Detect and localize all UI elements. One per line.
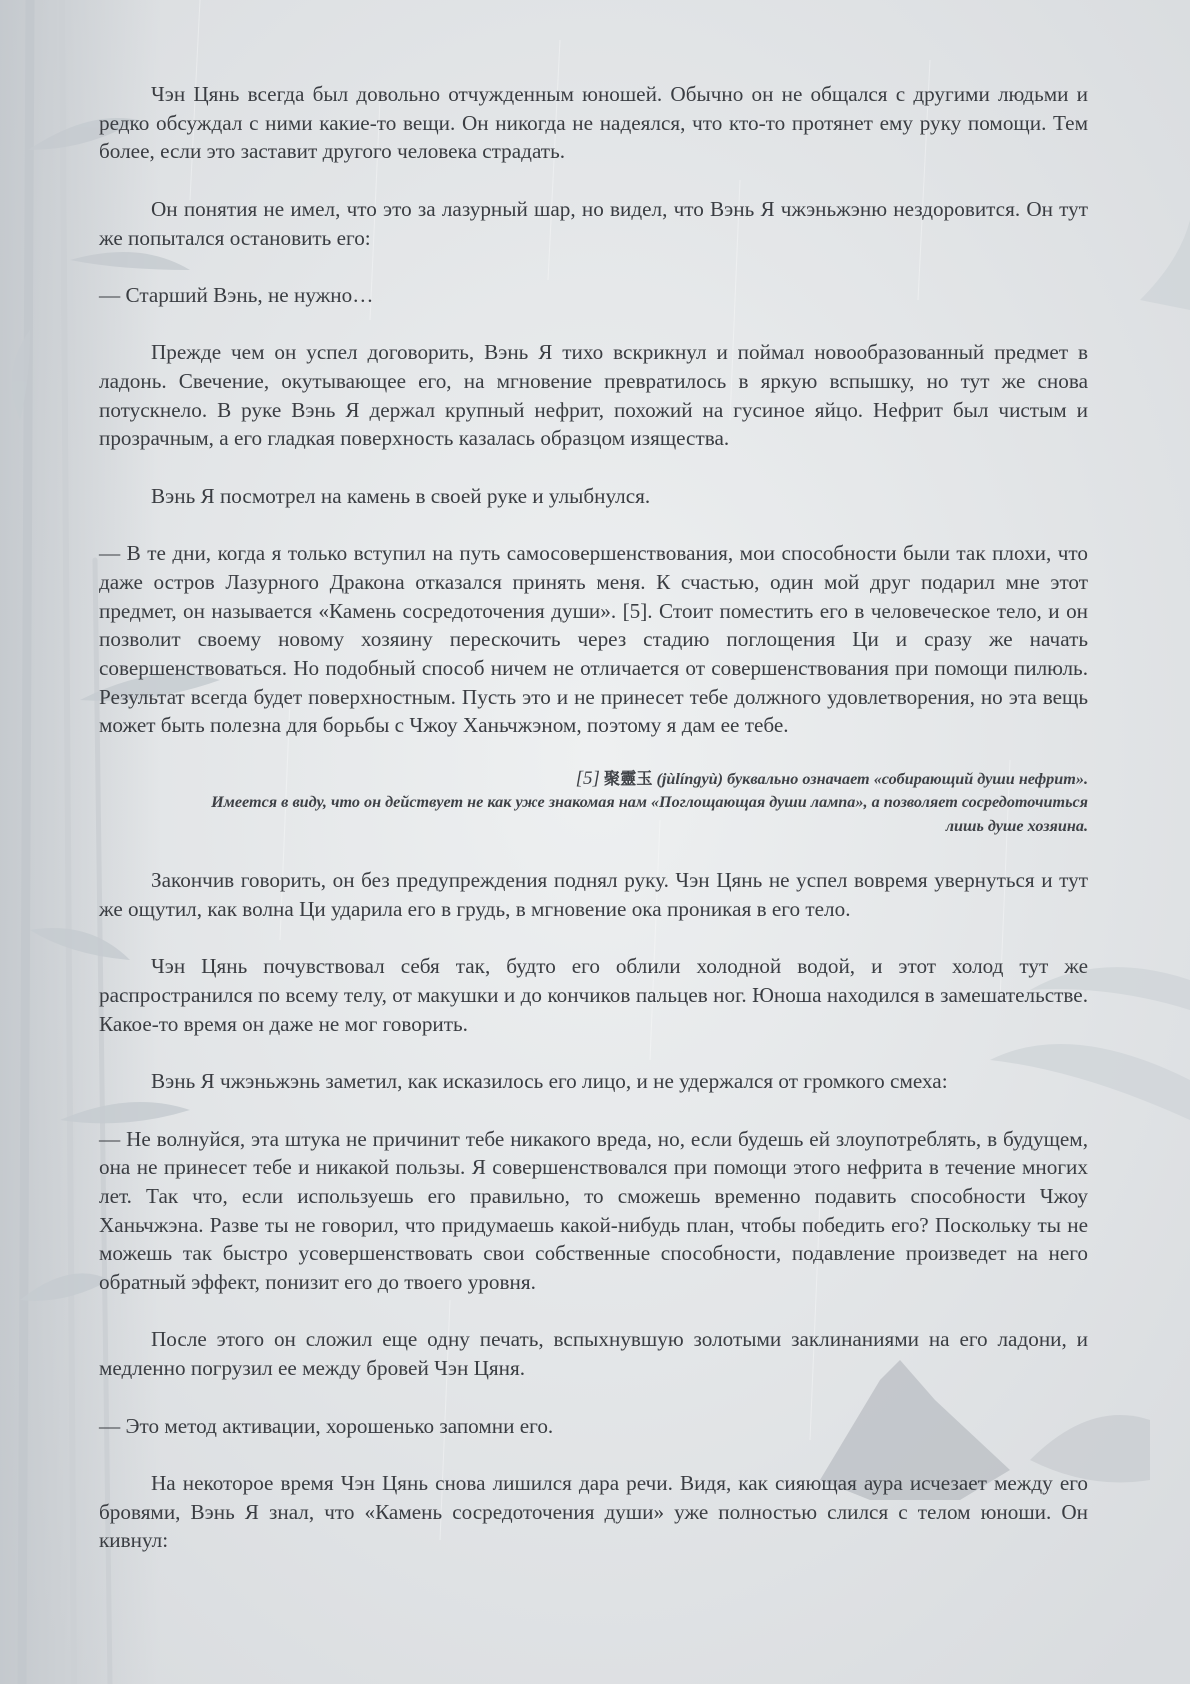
paragraph-13: На некоторое время Чэн Цянь снова лишился дара речи. Видя, как сияющая аура исчезает между его бровями, Вэнь Я знал, что «Камень сосредоточения души» уже полностью слился с телом юноши. Он кивнул: <box>99 1470 1088 1553</box>
paragraph-3: — Старший Вэнь, не нужно… <box>99 282 374 307</box>
paragraph-5: Вэнь Я посмотрел на камень в своей руке и улыбнулся. <box>151 483 651 508</box>
paragraph-8: Чэн Цянь почувствовал себя так, будто его облили холодной водой, и этот холод тут же распространился по всему телу, от макушки и до кончиков пальцев ног. Юноша находился в замешательстве. Какое-то время он даже не мог говорить. <box>99 954 1088 1036</box>
footnote-chinese: 聚靈玉 <box>603 768 653 788</box>
paragraph-6: — В те дни, когда я только вступил на путь самосовершенствования, мои способности были так плохи, что даже остров Лазурного Дракона отказался принять меня. К счастью, один мой друг подарил мне этот предмет, он называется «Камень сосредоточения души». [5]. Стоит поместить его в человеческое тело, и он позволит своему новому хозяину перескочить через стадию поглощения Ци и сразу же начать совершенствоваться. Но подобный способ ничем не отличается от совершенствования при помощи пилюль. Результат всегда будет поверхностным. Пусть это и не принесет тебе должного удовлетворения, но эта вещь может быть полезна для борьбы с Чжоу Ханьчжэном, поэтому я дам ее тебе. <box>99 541 1088 738</box>
footnote-line1-rest: буквально означает «собирающий души нефрит». <box>727 769 1088 788</box>
footnote <box>99 767 1088 839</box>
footnote-ref: [5] <box>575 767 600 789</box>
paragraph-4: Прежде чем он успел договорить, Вэнь Я тихо вскрикнул и поймал новообразованный предмет в ладонь. Свечение, окутывающее его, на мгновение превратилось в яркую вспышку, но тут же снова потускнело. В руке Вэнь Я держал крупный нефрит, похожий на гусиное яйцо. Нефрит был чистым и прозрачным, а его гладкая поверхность казалась образцом изящества. <box>99 340 1088 451</box>
paragraph-11: После этого он сложил еще одну печать, вспыхнувшую золотыми заклинаниями на его ладони, и медленно погрузил ее между бровей Чэн Цяня. <box>99 1327 1088 1381</box>
paragraph-2: Он понятия не имел, что это за лазурный шар, но видел, что Вэнь Я чжэньжэню нездоровится. Он тут же попытался остановить его: <box>99 196 1088 250</box>
footnote-pinyin: (jùlíngyù) <box>656 769 724 788</box>
paragraph-10: — Не волнуйся, эта штука не причинит тебе никакого вреда, но, если будешь ей злоупотреблять, в будущем, она не принесет тебе и никакой пользы. Я совершенствовался при помощи этого нефрита в течение многих лет. Так что, если используешь его правильно, то сможешь временно подавить способности Чжоу Ханьчжэна. Разве ты не говорил, что придумаешь какой-нибудь план, чтобы победить его? Поскольку ты не можешь так быстро усовершенствовать свои собственные способности, подавление произведет на него обратный эффект, понизит его до твоего уровня. <box>99 1126 1088 1295</box>
text-page <box>99 80 1088 1584</box>
footnote-line-1 <box>99 767 1088 792</box>
paragraph-9: Вэнь Я чжэньжэнь заметил, как исказилось его лицо, и не удержался от громкого смеха: <box>151 1069 948 1094</box>
paragraph-12: — Это метод активации, хорошенько запомни его. <box>99 1413 554 1438</box>
paragraph-7: Закончив говорить, он без предупреждения поднял руку. Чэн Цянь не успел вовремя увернуться и тут же ощутил, как волна Ци ударила его в грудь, в мгновение ока проникая в его тело. <box>99 868 1088 921</box>
paragraph-1: Чэн Цянь всегда был довольно отчужденным юношей. Обычно он не общался с другими людьми и редко обсуждал с ними какие-то вещи. Он никогда не надеялся, что кто-то протянет ему руку помощи. Тем более, если это заставит другого человека страдать. <box>99 82 1088 164</box>
footnote-line-2: Имеется в виду, что он действует не как уже знакомая нам «Поглощающая души лампа», а позволяет сосредоточиться лишь душе хозяина. <box>211 793 1088 835</box>
